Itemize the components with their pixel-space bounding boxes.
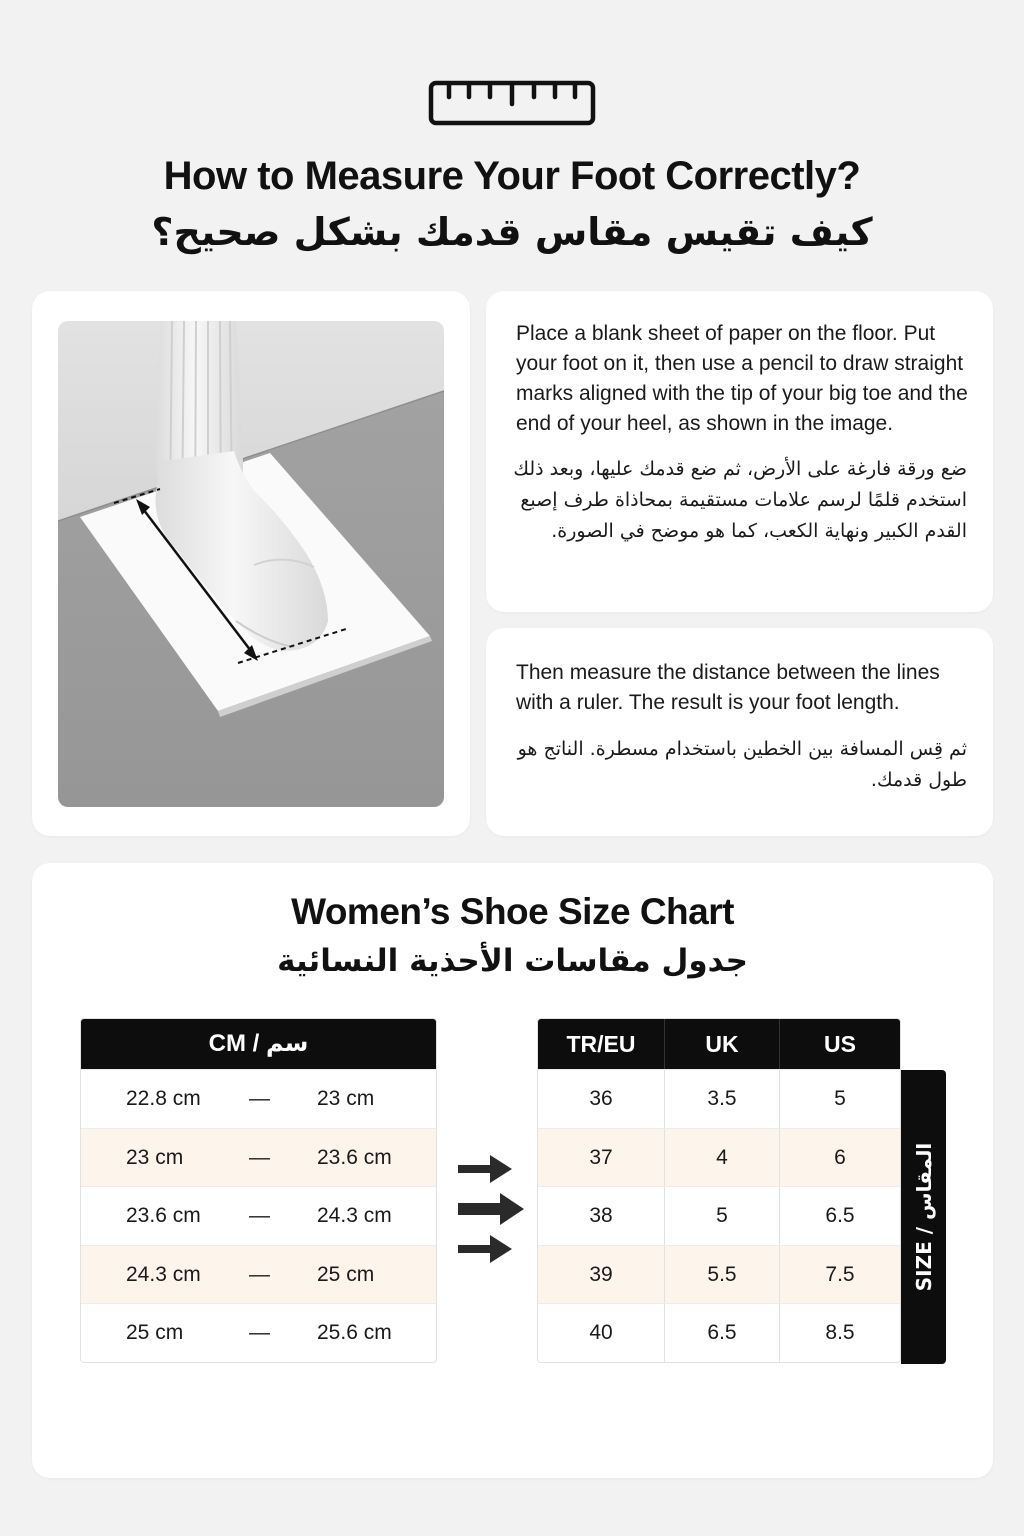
cm-dash: —: [249, 1145, 270, 1169]
page-title-arabic: كيف تقيس مقاس قدمك بشكل صحيح؟: [151, 210, 873, 254]
size-uk: 5.5: [665, 1246, 780, 1304]
size-us: 7.5: [825, 1262, 855, 1286]
cm-table-header: CM / سم: [81, 1019, 436, 1069]
size-us: 5: [834, 1087, 846, 1110]
size-row: [538, 1245, 900, 1304]
col-header-us: US: [824, 1031, 856, 1057]
cm-to: 25.6 cm: [317, 1321, 392, 1345]
cm-dash: —: [249, 1262, 270, 1286]
size-eu: 40: [538, 1304, 665, 1362]
cm-to: 23.6 cm: [317, 1145, 392, 1169]
cm-row: [81, 1303, 436, 1362]
size-eu: 39: [538, 1246, 665, 1304]
foot-measure-illustration: [58, 321, 444, 807]
cm-from: 24.3 cm: [126, 1262, 201, 1286]
step-2-text-en: Then measure the distance between the lines with a ruler. The result is your foot length.: [516, 661, 940, 714]
page-title: How to Measure Your Foot Correctly?: [163, 154, 861, 198]
col-header-tr-eu: TR/EU: [538, 1019, 665, 1069]
size-table: [537, 1018, 901, 1363]
step-1-text-ar: ضع ورقة فارغة على الأرض، ثم ضع قدمك عليها، وبعد ذلك استخدم قلمًا لرسم علامات مستقيمة بمحاذاة طرف إصبع القدم الكبير ونهاية الكعب، كما هو موضح في الصورة.: [513, 458, 967, 542]
cm-from: 23.6 cm: [126, 1204, 201, 1228]
cm-from: 22.8 cm: [126, 1087, 201, 1110]
step-2-card: [486, 628, 993, 836]
size-eu: 38: [538, 1187, 665, 1245]
cm-dash: —: [249, 1321, 270, 1345]
size-uk: 4: [665, 1129, 780, 1187]
cm-to: 24.3 cm: [317, 1204, 392, 1228]
arrow-right-icon: [456, 1151, 526, 1267]
size-row: [538, 1069, 900, 1128]
size-row: [538, 1303, 900, 1362]
size-us: 8.5: [825, 1321, 855, 1345]
cm-from: 25 cm: [126, 1321, 184, 1345]
foot-photo-card: [32, 291, 470, 836]
cm-to: 25 cm: [317, 1262, 375, 1286]
size-row: [538, 1128, 900, 1187]
size-row: [538, 1186, 900, 1245]
size-side-label: SIZE / المقاس: [911, 1142, 936, 1292]
size-uk: 6.5: [665, 1304, 780, 1362]
size-us: 6.5: [825, 1204, 855, 1228]
size-table-header: [538, 1019, 900, 1069]
size-eu: 37: [538, 1129, 665, 1187]
cm-to: 23 cm: [317, 1087, 375, 1110]
ruler-icon: [428, 80, 596, 126]
cm-row: [81, 1245, 436, 1304]
cm-dash: —: [249, 1087, 270, 1110]
size-uk: 3.5: [665, 1070, 780, 1128]
size-side-tab: [901, 1070, 946, 1364]
step-1-card: [486, 291, 993, 612]
col-header-uk: UK: [665, 1019, 780, 1069]
cm-from: 23 cm: [126, 1145, 184, 1169]
step-2-text-ar: ثم قِس المسافة بين الخطين باستخدام مسطرة. الناتج هو طول قدمك.: [517, 738, 967, 791]
cm-row: [81, 1186, 436, 1245]
size-eu: 36: [538, 1070, 665, 1128]
size-uk: 5: [665, 1187, 780, 1245]
size-chart-title: Women’s Shoe Size Chart: [291, 891, 734, 932]
cm-dash: —: [249, 1204, 270, 1228]
cm-row: [81, 1128, 436, 1187]
cm-row: [81, 1069, 436, 1128]
size-chart-card: [32, 863, 993, 1478]
size-us: 6: [834, 1145, 846, 1169]
size-chart-title-arabic: جدول مقاسات الأحذية النسائية: [277, 943, 748, 979]
cm-table: [80, 1018, 437, 1363]
step-1-text-en: Place a blank sheet of paper on the floor. Put your foot on it, then use a pencil to draw straight marks aligned with the tip of your big toe and the end of your heel, as shown in the image.: [516, 322, 968, 435]
